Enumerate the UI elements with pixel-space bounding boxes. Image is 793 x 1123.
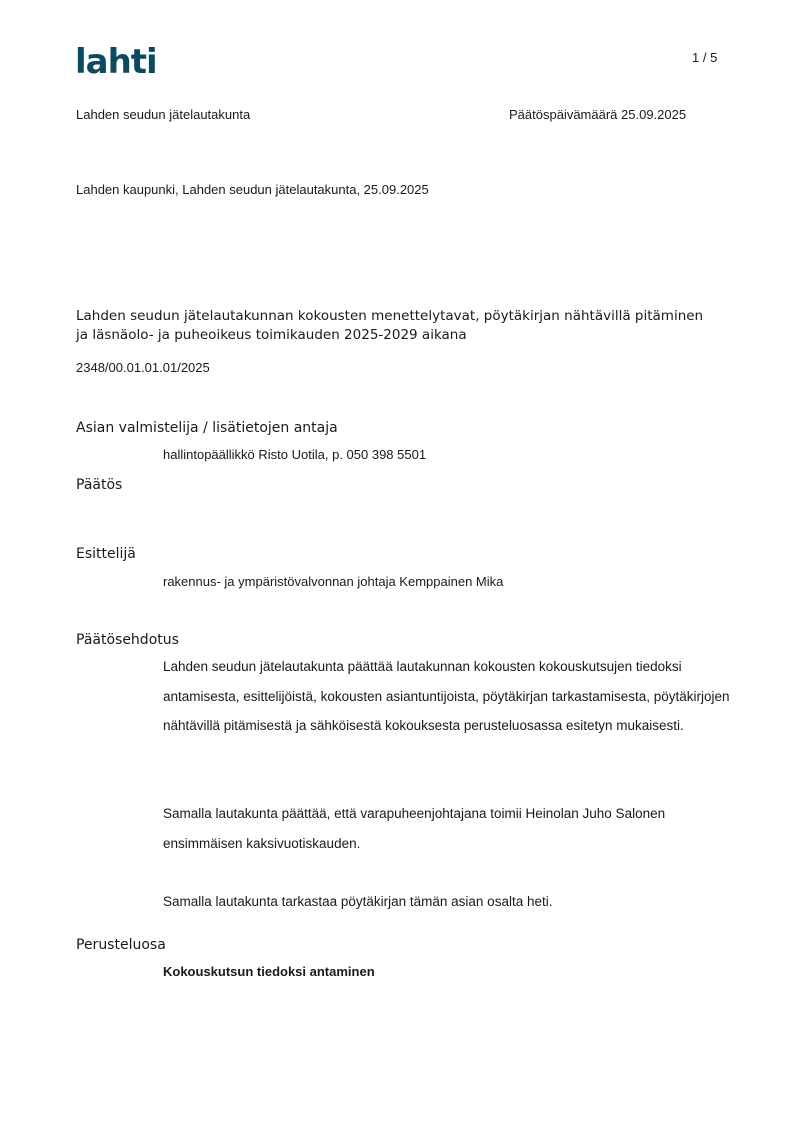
proposal-paragraph-2: Samalla lautakunta päättää, että varapuheenjohtajana toimii Heinolan Juho Salonen ensimmäisen kaksivuotiskauden. [163,806,666,851]
proposal-heading: Päätösehdotus [76,632,179,648]
preparer-heading: Asian valmistelija / lisätietojen antaja [76,420,338,436]
presenter-heading: Esittelijä [76,546,136,562]
rationale-heading: Perusteluosa [76,937,166,953]
proposal-paragraph-1: Lahden seudun jätelautakunta päättää lautakunnan kokousten kokouskutsujen tiedoksi antamisesta, esittelijöistä, kokousten asiantuntijoista, pöytäkirjan tarkastamisesta, pöytäkirjojen nähtävillä pitämisestä ja sähköisestä kokouksesta perusteluosassa esitetyn mukaisesti. [163,659,730,733]
proposal-paragraph-3: Samalla lautakunta tarkastaa pöytäkirjan tämän asian osalta heti. [163,894,553,909]
preparer-value: hallintopäällikkö Risto Uotila, p. 050 398 5501 [163,447,427,462]
body-name: Lahden seudun jätelautakunta [76,107,251,122]
source-line: Lahden kaupunki, Lahden seudun jätelautakunta, 25.09.2025 [76,182,429,197]
decision-heading: Päätös [76,477,123,493]
presenter-value: rakennus- ja ympäristövalvonnan johtaja Kemppainen Mika [163,574,504,589]
reference-number: 2348/00.01.01.01/2025 [76,360,210,375]
document-title: Lahden seudun jätelautakunnan kokousten menettelytavat, pöytäkirjan nähtävillä pitäminen ja läsnäolo- ja puheoikeus toimikauden 2025-2029 aikana [76,308,704,343]
page-number: 1 / 5 [692,50,718,65]
decision-date: Päätöspäivämäärä 25.09.2025 [509,107,687,122]
rationale-subheading: Kokouskutsun tiedoksi antaminen [163,964,375,979]
lahti-logo: lahti [75,42,157,82]
